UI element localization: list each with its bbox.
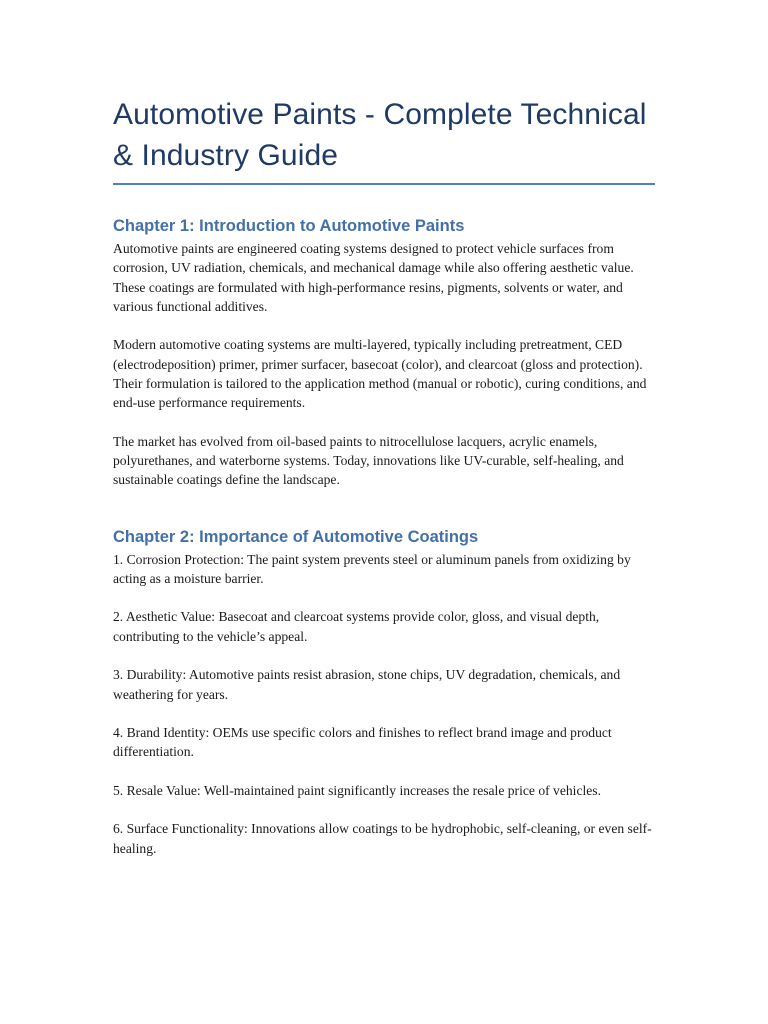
chapter-1-heading: Chapter 1: Introduction to Automotive Paints: [113, 217, 465, 235]
chapter-1-section: [113, 215, 658, 490]
chapter-1-paragraph-3: The market has evolved from oil-based paints to nitrocellulose lacquers, acrylic enamels, polyurethanes, and waterborne systems. Today, innovations like UV-curable, self-healing, and sustainable coatings define the landscape.: [113, 433, 624, 488]
chapter-1-paragraph-1: Automotive paints are engineered coating systems designed to protect vehicle surfaces from corrosion, UV radiation, chemicals, and mechanical damage while also offering aesthetic value. These coatings are formulated with high-performance resins, pigments, solvents or water, and various functional additives.: [113, 241, 634, 314]
document-page: [113, 94, 658, 858]
list-item-aesthetic-value: 2. Aesthetic Value: Basecoat and clearcoat systems provide color, gloss, and visual depth, contributing to the vehicle’s appeal.: [113, 609, 600, 644]
chapter-1-paragraph-2: Modern automotive coating systems are multi-layered, typically including pretreatment, CED (electrodeposition) primer, primer surfacer, basecoat (color), and clearcoat (gloss and protection). Their formulation is tailored to the application method (manual or robotic), curing conditions, and end-use performance requirements.: [113, 337, 647, 411]
chapter-2-heading: Chapter 2: Importance of Automotive Coatings: [113, 527, 479, 546]
chapter-2-section: [113, 526, 658, 858]
list-item-resale-value: 5. Resale Value: Well-maintained paint significantly increases the resale price of vehicles.: [113, 782, 601, 798]
list-item-corrosion-protection: 1. Corrosion Protection: The paint system prevents steel or aluminum panels from oxidizing by acting as a moisture barrier.: [113, 551, 631, 586]
list-item-brand-identity: 4. Brand Identity: OEMs use specific colors and finishes to reflect brand image and product differentiation.: [113, 724, 612, 760]
list-item-durability: 3. Durability: Automotive paints resist abrasion, stone chips, UV degradation, chemicals, and weathering for years.: [113, 667, 621, 702]
list-item-surface-functionality: 6. Surface Functionality: Innovations allow coatings to be hydrophobic, self-cleaning, or even self-healing.: [113, 821, 652, 856]
title-divider: [113, 183, 655, 185]
page-title: Automotive Paints - Complete Technical & Industry Guide: [113, 98, 647, 172]
